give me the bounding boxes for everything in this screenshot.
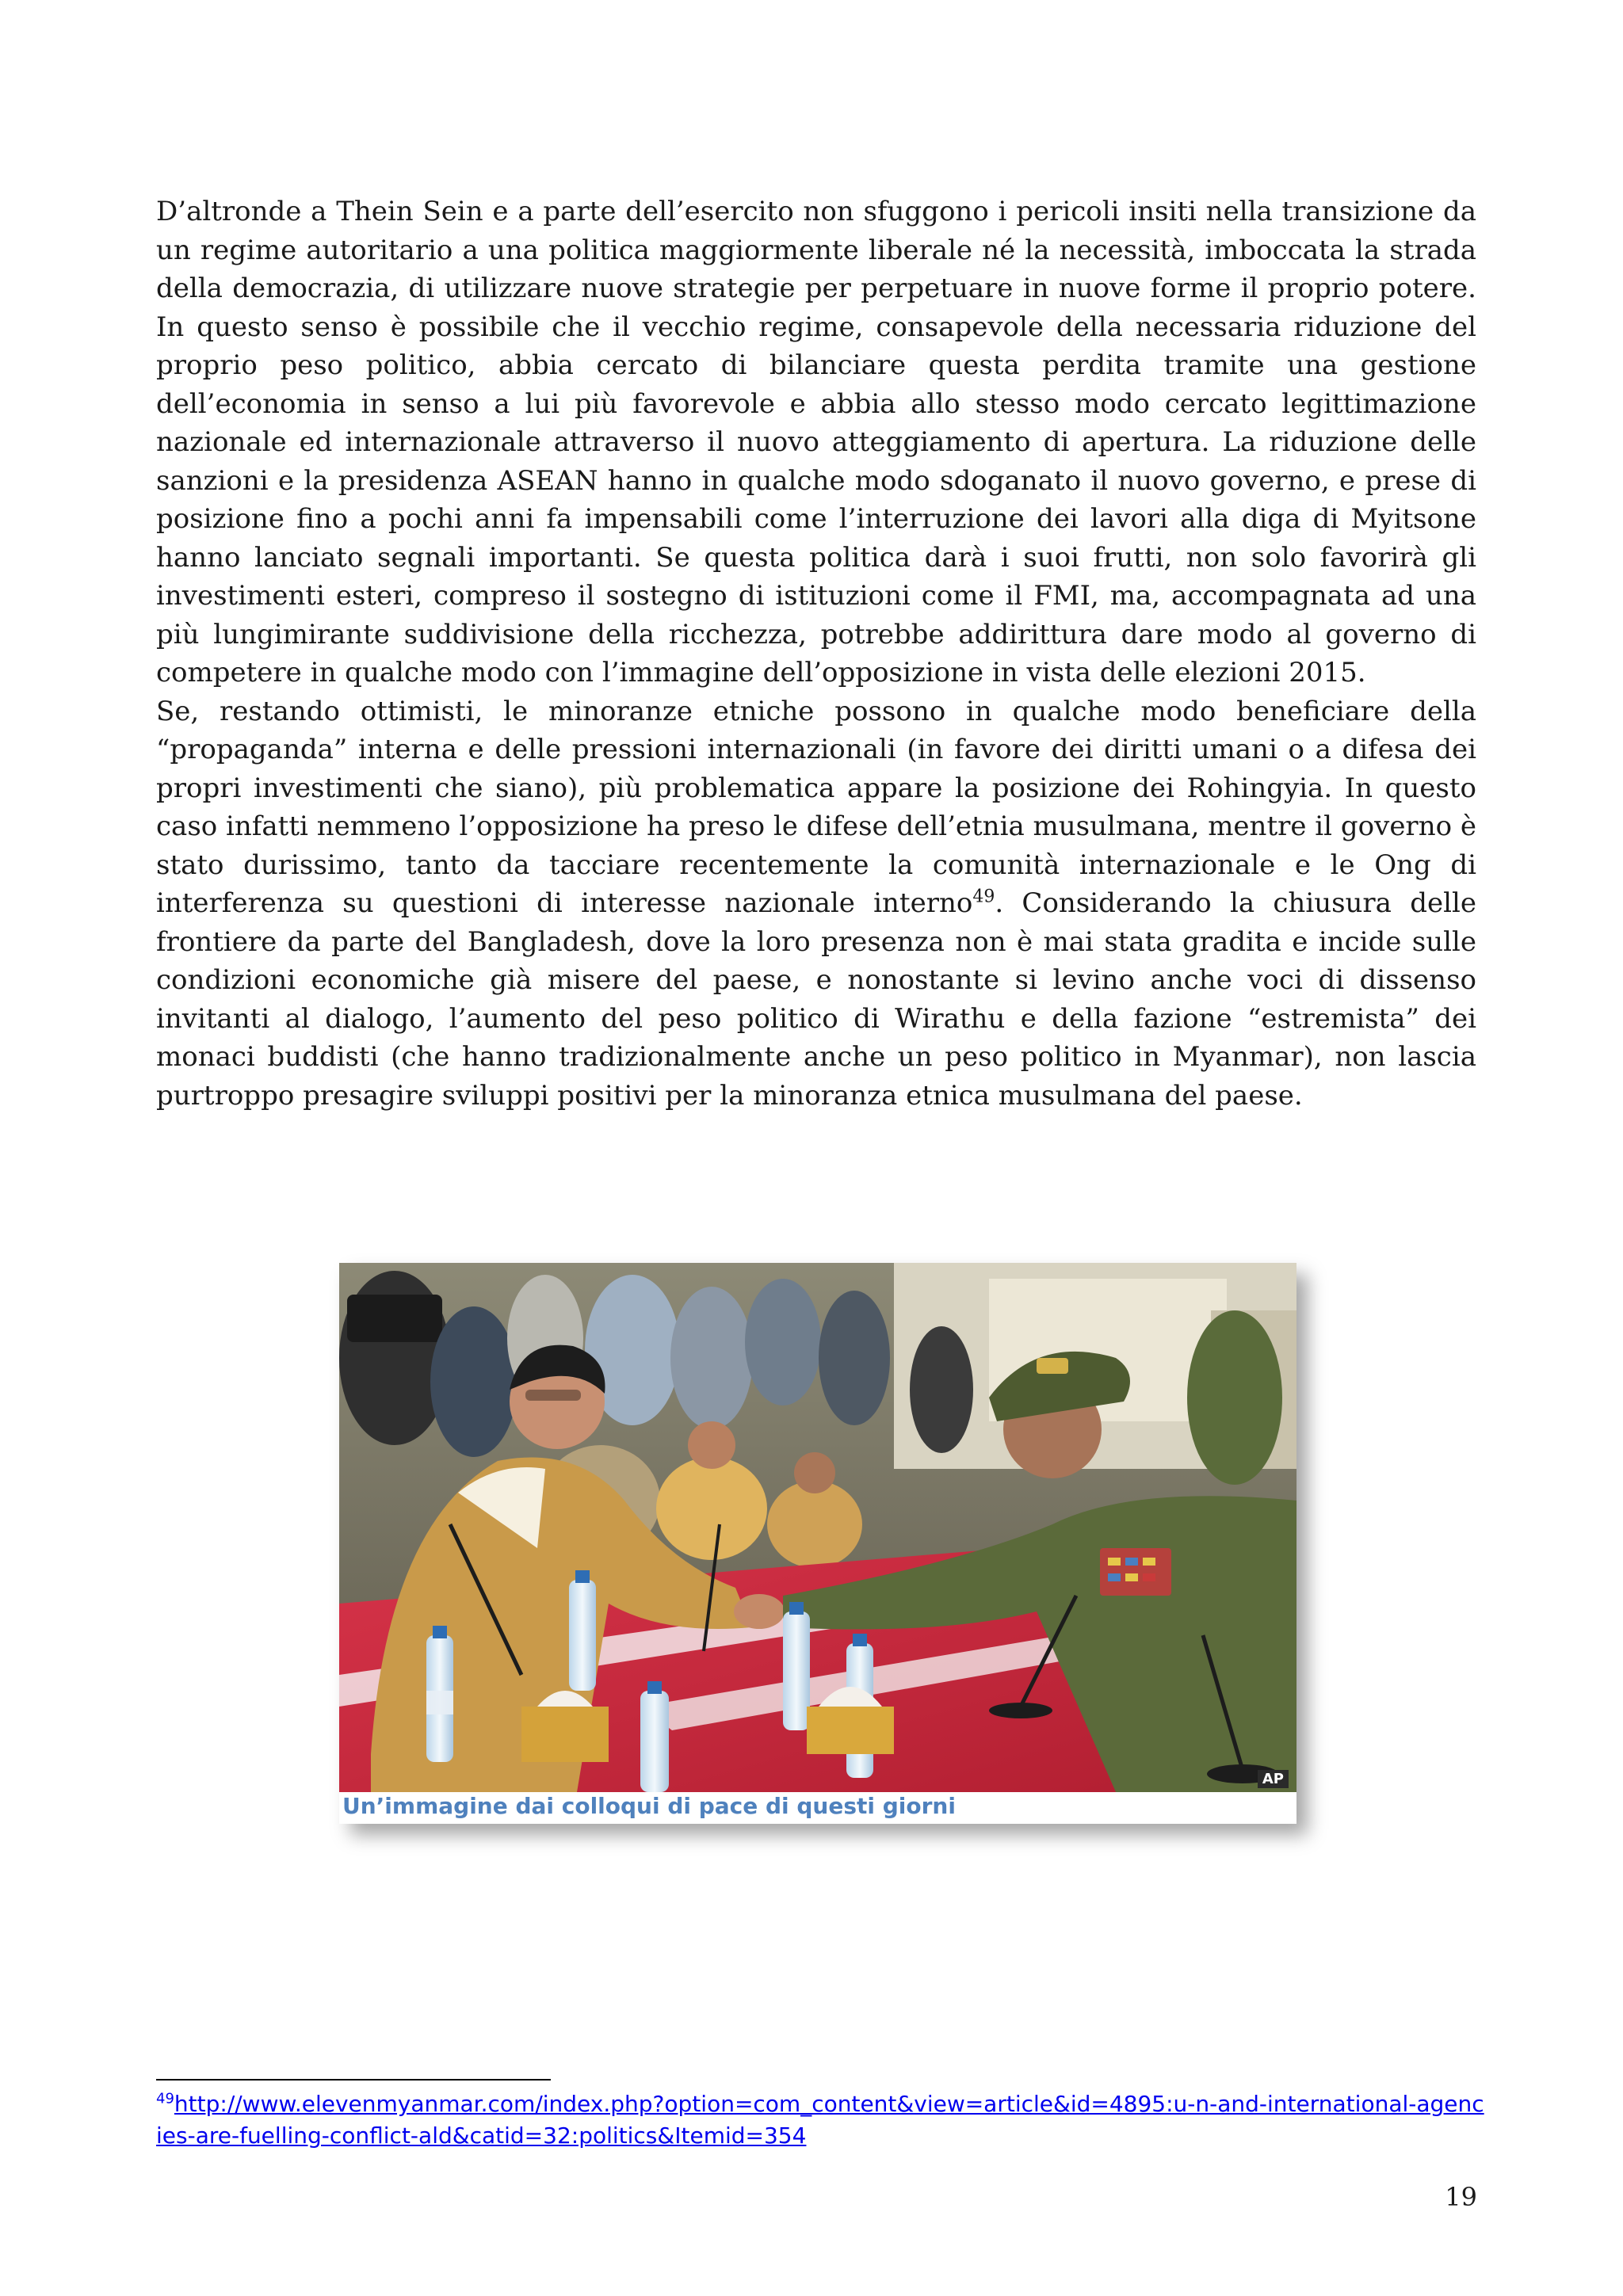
figure	[339, 1263, 1296, 1824]
paragraph-2-text-a: Se, restando ottimisti, le minoranze etniche possono in qualche modo beneficiare della “propaganda” interna e delle pressioni internazionali (in favore dei diritti umani o a difesa dei propri investimenti che siano), più problematica appare la posizione dei Rohingyia. In questo caso infatti nemmeno l’opposizione ha preso le difese dell’etnia musulmana, mentre il governo è stato durissimo, tanto da tacciare recentemente la comunità internazionale e le Ong di interferenza su questioni di interesse nazionale interno	[156, 695, 1476, 919]
page-number: 19	[1445, 2182, 1477, 2212]
paragraph-2-text-b: . Considerando la chiusura delle frontiere da parte del Bangladesh, dove la loro presenza non è mai stata gradita e incide sulle condizioni economiche già misere del paese, e nonostante si levino anche voci di dissenso invitanti al dialogo, l’aumento del peso politico di Wirathu e della fazione “estremista” dei monaci buddisti (che hanno tradizionalmente anche un peso politico in Myanmar), non lascia purtroppo presagire sviluppi positivi per la minoranza etnica musulmana del paese.	[156, 887, 1476, 1112]
footnote	[156, 2088, 1487, 2152]
paragraph-1: D’altronde a Thein Sein e a parte dell’esercito non sfuggono i pericoli insiti nella transizione da un regime autoritario a una politica maggiormente liberale né la necessità, imboccata la strada della democrazia, di utilizzare nuove strategie per perpetuare in nuove forme il proprio potere. In questo senso è possibile che il vecchio regime, consapevole della necessaria riduzione del proprio peso politico, abbia cercato di bilanciare questa perdita tramite una gestione dell’economia in senso a lui più favorevole e abbia allo stesso modo cercato legittimazione nazionale ed internazionale attraverso il nuovo atteggiamento di apertura. La riduzione delle sanzioni e la presidenza ASEAN hanno in qualche modo sdoganato il nuovo governo, e prese di posizione fino a pochi anni fa impensabili come l’interruzione dei lavori alla diga di Myitsone hanno lanciato segnali importanti. Se questa politica darà i suoi frutti, non solo favorirà gli investimenti esteri, compreso il sostegno di istituzioni come il FMI, ma, accompagnata ad una più lungimirante suddivisione della ricchezza, potrebbe addirittura dare modo al governo di competere in qualche modo con l’immagine dell’opposizione in vista delle elezioni 2015.	[156, 196, 1476, 688]
figure-caption: Un’immagine dai colloqui di pace di questi giorni	[342, 1793, 956, 1819]
footnote-link[interactable]: http://www.elevenmyanmar.com/index.php?option=com_content&view=article&id=4895:u-n-and-international-agencies-are-fuelling-conflict-ald&catid=32:politics&Itemid=354	[156, 2091, 1484, 2149]
footnote-number: 49	[156, 2090, 174, 2107]
paragraph-2	[156, 692, 1476, 1116]
photo-credit-badge: AP	[1258, 1770, 1289, 1788]
footnote-reference[interactable]: 49	[972, 887, 995, 907]
body-text	[156, 193, 1476, 1115]
footnote-separator	[156, 2079, 551, 2081]
peace-talks-photo	[339, 1263, 1296, 1792]
